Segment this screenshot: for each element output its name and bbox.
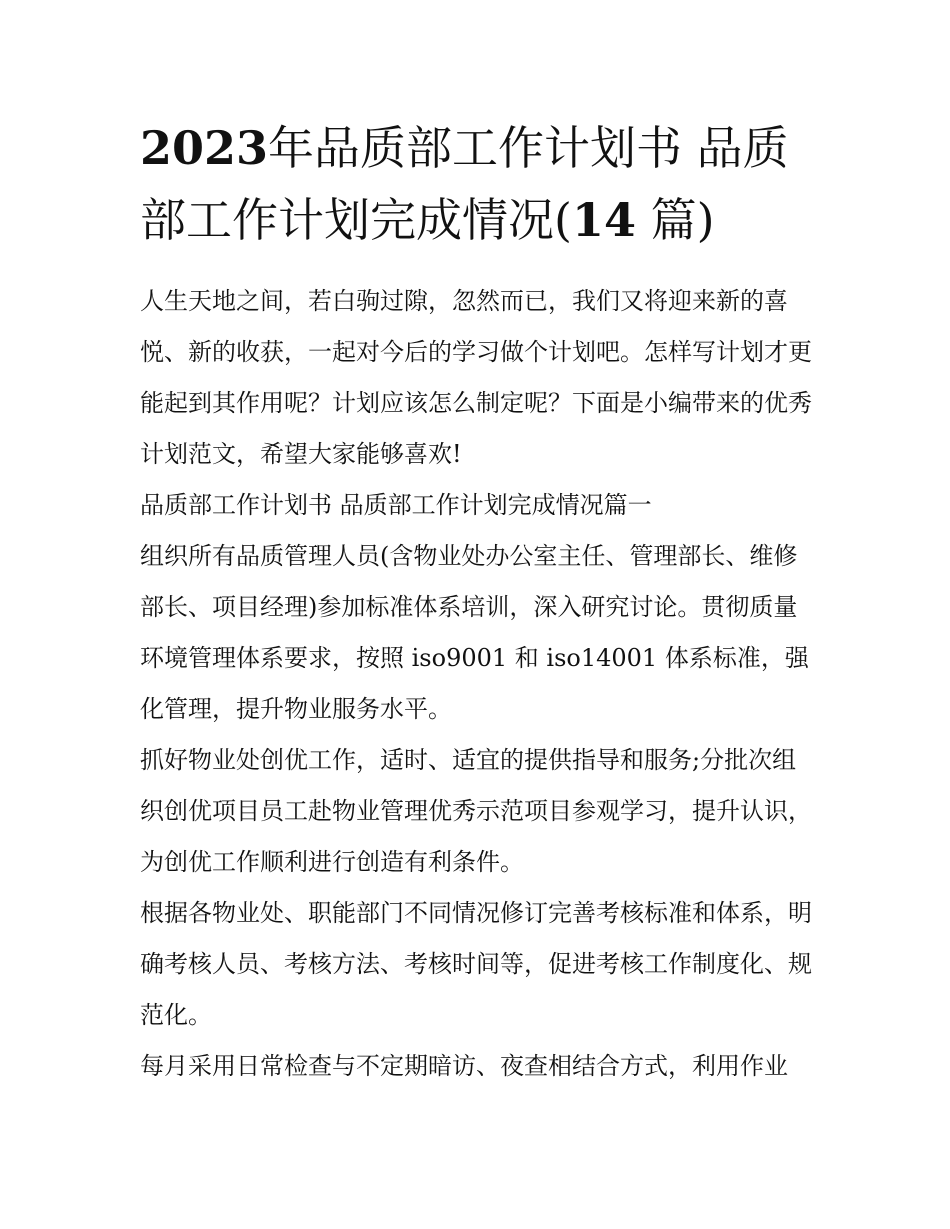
- title-suffix: 篇): [635, 193, 715, 247]
- section-heading: 品质部工作计划书 品质部工作计划完成情况篇一: [140, 491, 652, 519]
- body-paragraph: 抓好物业处创优工作，适时、适宜的提供指导和服务;分批次组织创优项目员工赴物业管理优秀示范项目参观学习，提升认识，为创优工作顺利进行创造有利条件。: [140, 746, 812, 876]
- body-paragraph: 组织所有品质管理人员(含物业处办公室主任、管理部长、维修部长、项目经理)参加标准体系培训，深入研究讨论。贯彻质量环境管理体系要求，按照 iso9001 和 iso14001 体系标准，强化管理，提升物业服务水平。: [140, 542, 809, 723]
- document-title: [140, 112, 820, 256]
- title-count: 14: [571, 193, 636, 247]
- title-year: 2023: [140, 121, 269, 175]
- body-paragraph: 每月采用日常检查与不定期暗访、夜查相结合方式，利用作业: [140, 1052, 788, 1080]
- intro-paragraph: 人生天地之间，若白驹过隙，忽然而已，我们又将迎来新的喜悦、新的收获，一起对今后的学习做个计划吧。怎样写计划才更能起到其作用呢？计划应该怎么制定呢？下面是小编带来的优秀计划范文，希望大家能够喜欢!: [140, 287, 812, 468]
- title-text: 年品质部工作计划书 品质部工作计划完成情况(: [140, 121, 789, 247]
- document-body: [140, 276, 820, 1092]
- body-paragraph: 根据各物业处、职能部门不同情况修订完善考核标准和体系，明确考核人员、考核方法、考核时间等，促进考核工作制度化、规范化。: [140, 899, 812, 1029]
